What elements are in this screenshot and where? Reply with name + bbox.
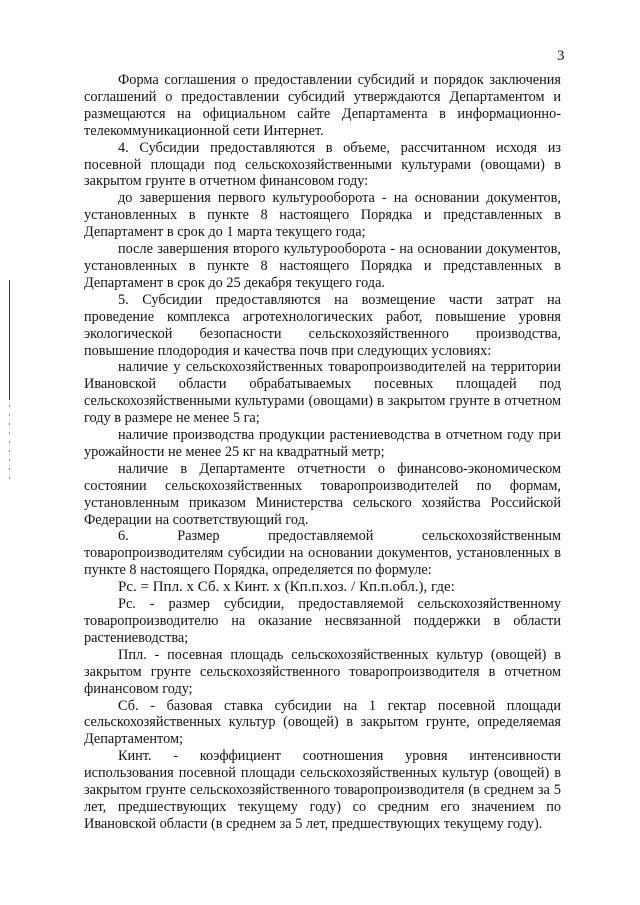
page-number: 3 (557, 48, 565, 64)
paragraph-clause-5: 5. Субсидии предоставляются на возмещение части затрат на проведение комплекса агротехнологических работ, повышение уровня экологической безопасности сельскохозяйственного производства, повышение плодородия и качества почв при следующих условиях: (84, 291, 561, 359)
paragraph-condition-area: наличие у сельскохозяйственных товаропроизводителей на территории Ивановской области обрабатываемых посевных площадей под сельскохозяйственными культурами (овощами) в закрытом грунте в отчетном году в размере не менее 5 га; (84, 359, 561, 427)
subsidy-formula: Рс. = Ппл. х Сб. х Кинт. х (Кп.п.хоз. / Кп.п.обл.), где: (118, 579, 455, 596)
document-body (84, 72, 561, 833)
definition-rs: Рс. - размер субсидии, предоставляемой сельскохозяйственному товаропроизводителю на оказание несвязанной поддержки в области растениеводства; (84, 596, 561, 646)
paragraph-clause-6: 6. Размер предоставляемой сельскохозяйственным товаропроизводителям субсидии на основании документов, установленных в пункте 8 настоящего Порядка, определяется по формуле: (84, 528, 561, 579)
definition-ppl: Ппл. - посевная площадь сельскохозяйственных культур (овощей) в закрытом грунте сельскохозяйственного товаропроизводителя в отчетном финансовом году; (84, 646, 561, 697)
paragraph-first-rotation: до завершения первого культурооборота - на основании документов, установленных в пункте 8 настоящего Порядка и представленных в Департамент в срок до 1 марта текущего года; (84, 190, 561, 241)
scan-margin-dots (9, 405, 10, 485)
paragraph-condition-yield: наличие производства продукции растениеводства в отчетном году при урожайности не менее 25 кг на квадратный метр; (84, 427, 561, 460)
definition-sb: Сб. - базовая ставка субсидии на 1 гектар посевной площади сельскохозяйственных культур (овощей) в закрытом грунте, определяемая Департаментом; (84, 697, 561, 748)
paragraph-second-rotation: после завершения второго культурооборота - на основании документов, установленных в пункте 8 настоящего Порядка и представленных в Департамент в срок до 25 декабря текущего года. (84, 241, 561, 291)
paragraph-clause-4: 4. Субсидии предоставляются в объеме, рассчитанном исходя из посевной площади под сельскохозяйственными культурами (овощами) в закрытом грунте в отчетном финансовом году: (84, 139, 561, 190)
paragraph-agreement-form: Форма соглашения о предоставлении субсидий и порядок заключения соглашений о предоставлении субсидий утверждаются Департаментом и размещаются на официальном сайте Департамента в информационно-телекоммуникационной сети Интернет. (84, 72, 561, 139)
definition-kint: Кинт. - коэффициент соотношения уровня интенсивности использования посевной площади сельскохозяйственных культур (овощей) в закрытом грунте сельскохозяйственного товаропроизводителя (в среднем за 5 лет, предшествующих текущему году) со средним его значением по Ивановской области (в среднем за 5 лет, предшествующих текущему году). (84, 748, 561, 832)
paragraph-condition-reporting: наличие в Департаменте отчетности о финансово-экономическом состоянии сельскохозяйственных товаропроизводителей по формам, установленным приказом Министерства сельского хозяйства Российской Федерации на соответствующий год. (84, 460, 561, 528)
scan-margin-line (9, 280, 10, 400)
